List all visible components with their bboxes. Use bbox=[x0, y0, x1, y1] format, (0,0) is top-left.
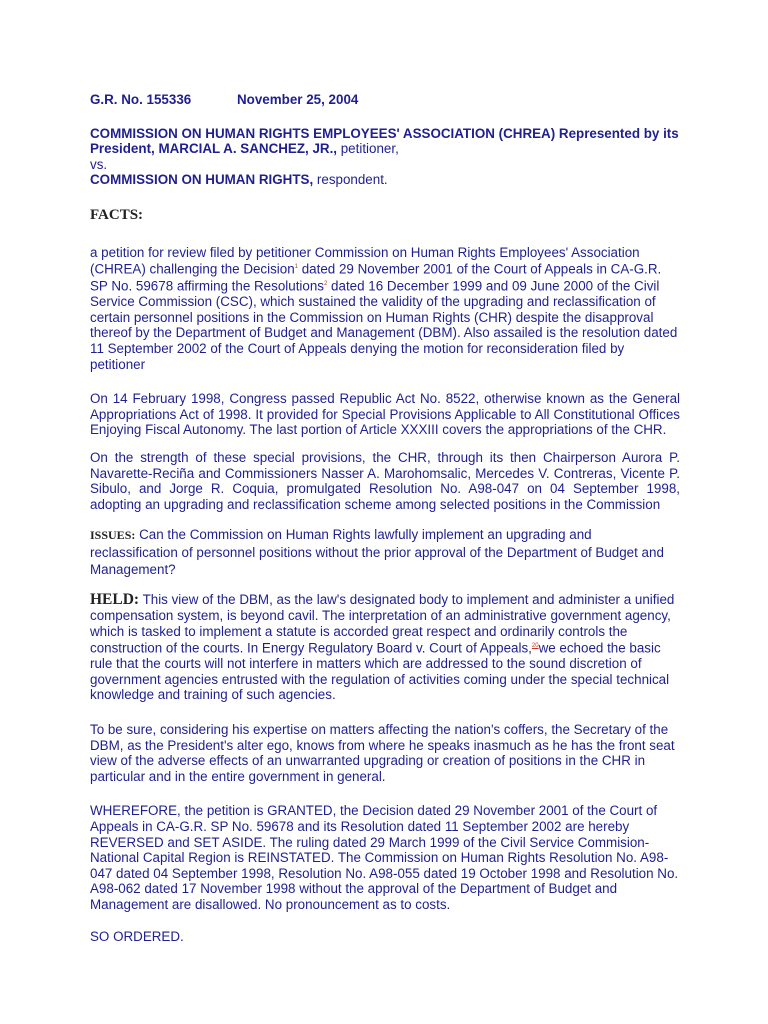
held-paragraph-2: To be sure, considering his expertise on matters affecting the nation's coffers, the Secretary of the DBM, as the President's alter ego, knows from where he speaks inasmuch as he has the front seat view of the adverse effects of an unwarranted upgrading or creation of positions in the CHR in particular and in the entire government in general. bbox=[90, 722, 675, 784]
petitioner-name: COMMISSION ON HUMAN RIGHTS EMPLOYEES' ASSOCIATION (CHREA) Represented by its President, MARCIAL A. SANCHEZ, JR., bbox=[90, 125, 679, 157]
petitioner-role: petitioner, bbox=[337, 141, 399, 157]
facts-paragraph-3: On the strength of these special provisions, the CHR, through its then Chairperson Aurora P. Navarette-Reciña and Commissioners Nasser A. Marohomsalic, Mercedes V. Contreras, Vicente P. Sibulo, and Jorge R. Coquia, promulgated Resolution No. A98-047 on 04 September 1998, adopting an upgrading and reclassification scheme among selected positions in the Commission bbox=[90, 450, 680, 512]
held-paragraph-1: HELD: This view of the DBM, as the law's designated body to implement and administer a unified compensation system, is beyond cavil. The interpretation of an administrative government agency, which is tasked to implement a statute is accorded great respect and ordinarily controls the construction of the courts. In Energy Regulatory Board v. Court of Appeals,$^{20}$we echoed the basic rule that the courts will not interfere in matters which are addressed to the sound discretion of government agencies entrusted with the regulation of activities coming under the special technical knowledge and training of such agencies. bbox=[90, 591, 675, 703]
case-date: November 25, 2004 bbox=[237, 92, 359, 107]
so-ordered: SO ORDERED. bbox=[90, 928, 184, 944]
respondent-role: respondent. bbox=[313, 172, 388, 188]
versus: vs. bbox=[90, 156, 108, 172]
footnote-1-link[interactable]: 1 bbox=[294, 264, 299, 271]
dispositive-paragraph: WHEREFORE, the petition is GRANTED, the Decision dated 29 November 2001 of the Court of Appeals in CA-G.R. SP No. 59678 and its Resolution dated 11 September 2002 are hereby REVERSED and SET ASIDE. The ruling dated 29 March 1999 of the Civil Service Commision-National Capital Region is REINSTATED. The Commission on Human Rights Resolution No. A98-047 dated 04 September 1998, Resolution No. A98-055 dated 19 October 1998 and Resolution No. A98-062 dated 17 November 1998 without the approval of the Department of Budget and Management are disallowed. No pronouncement as to costs. bbox=[90, 803, 679, 912]
facts-heading: FACTS: bbox=[90, 206, 144, 223]
issues-text: Can the Commission on Human Rights lawfully implement an upgrading and reclassification of personnel positions without the prior approval of the Department of Budget and Management? bbox=[90, 527, 664, 578]
facts-paragraph-2: On 14 February 1998, Congress passed Republic Act No. 8522, otherwise known as the General Appropriations Act of 1998. It provided for Special Provisions Applicable to All Constitutional Offices Enjoying Fiscal Autonomy. The last portion of Article XXXIII covers the appropriations of the CHR. bbox=[90, 391, 680, 438]
footnote-20-link[interactable]: 20 bbox=[531, 643, 539, 650]
case-parties bbox=[90, 126, 680, 188]
held-label: HELD: bbox=[90, 591, 140, 609]
case-header-line bbox=[90, 92, 680, 108]
issues-paragraph bbox=[90, 526, 680, 578]
footnote-2-link[interactable]: 2 bbox=[323, 281, 328, 288]
document-body bbox=[90, 92, 680, 944]
case-number: G.R. No. 155336 bbox=[90, 92, 192, 107]
issues-label: ISSUES: bbox=[90, 528, 136, 543]
facts-paragraph-1: a petition for review filed by petitioner Commission on Human Rights Employees' Association (CHREA) challenging the Decision$^1$ dated 29 November 2001 of the Court of Appeals in CA-G.R. SP No. 59678 affirming the Resolutions$^2$ dated 16 December 1999 and 09 June 2000 of the Civil Service Commission (CSC), which sustained the validity of the upgrading and reclassification of certain personnel positions in the Commission on Human Rights (CHR) despite the disapproval thereof by the Department of Budget and Management (DBM). Also assailed is the resolution dated 11 September 2002 of the Court of Appeals denying the motion for reconsideration filed by petitioner bbox=[90, 244, 678, 372]
respondent-name: COMMISSION ON HUMAN RIGHTS, bbox=[90, 172, 314, 188]
